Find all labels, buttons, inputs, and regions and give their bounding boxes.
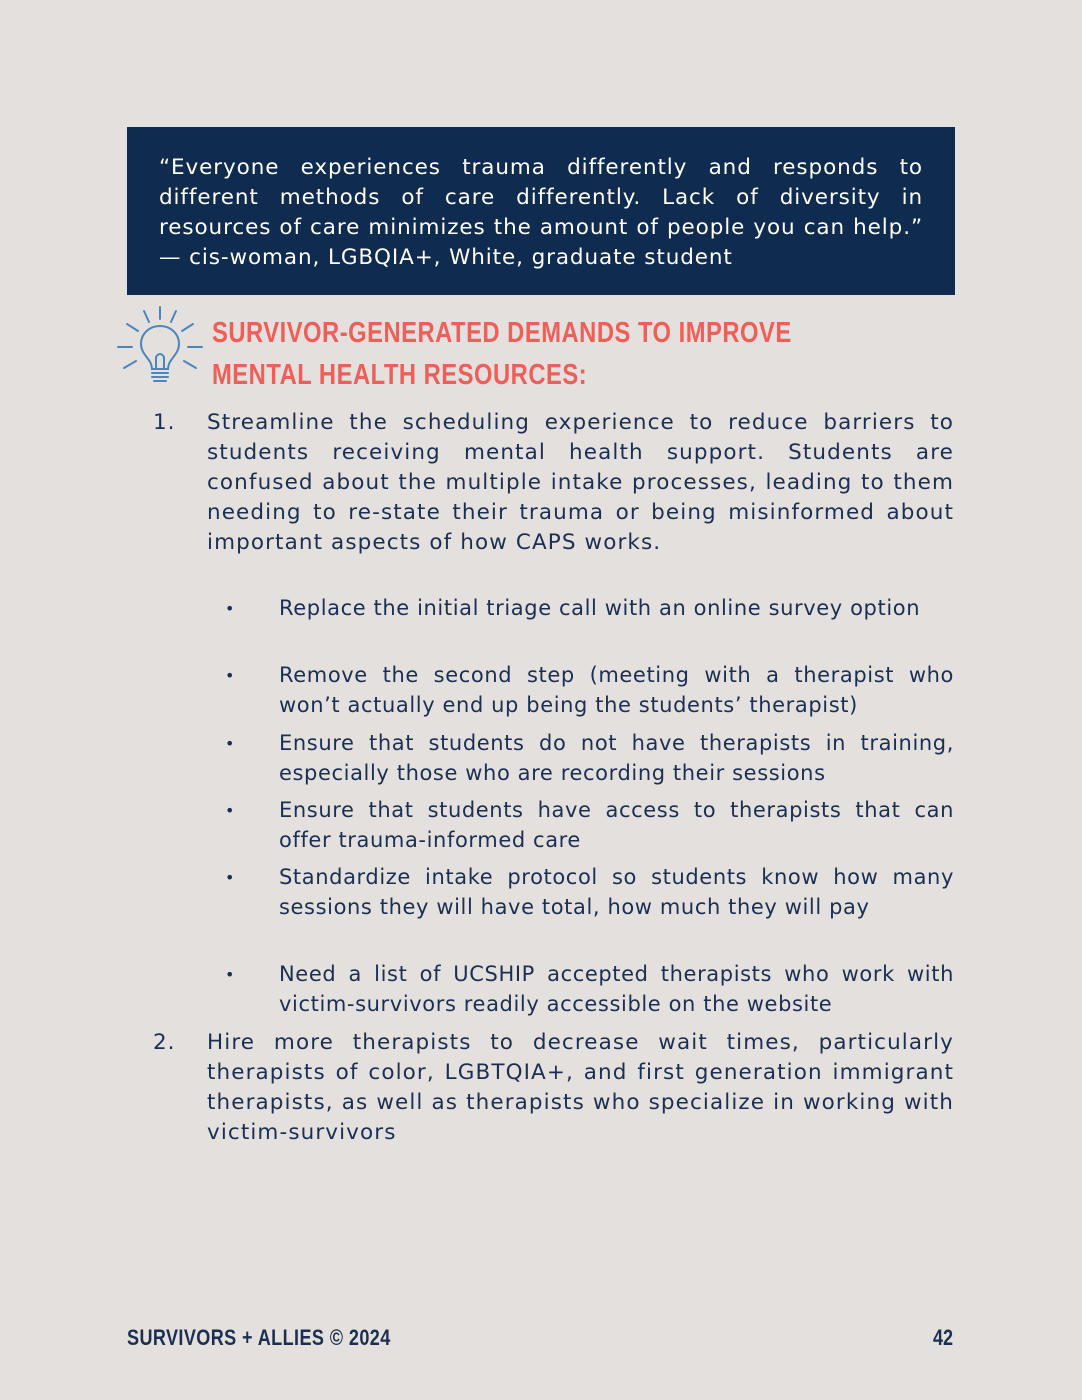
list-item — [207, 1028, 954, 1148]
section-heading: SURVIVOR-GENERATED DEMANDS TO IMPROVE MENTAL HEALTH RESOURCES: — [212, 317, 792, 391]
page-number: 42 — [933, 1325, 954, 1350]
list-item-text: Streamline the scheduling experience to reduce barriers to students receiving mental health support. Students are confused about the multiple intake processes, leading to them needing to re-state their trauma or being misinformed about important aspects of how CAPS works. — [207, 410, 954, 555]
bullet-icon: • — [225, 734, 235, 753]
bullet-icon: • — [225, 666, 235, 685]
bullet-item — [279, 594, 954, 624]
bullet-icon: • — [225, 868, 235, 887]
quote-text: “Everyone experiences trauma differently and responds to different methods of care differently. Lack of diversity in resources of care minimizes the amount of people you can help.” — cis-woman, LGBQIA+, White, graduate student — [159, 155, 923, 270]
lightbulb-icon — [114, 303, 206, 389]
bullet-text: Ensure that students have access to therapists that can offer trauma-informed care — [279, 798, 954, 852]
footer-copyright: SURVIVORS + ALLIES © 2024 — [127, 1325, 391, 1350]
list-item — [207, 408, 954, 558]
bullet-item — [279, 661, 954, 720]
bullet-text: Replace the initial triage call with an online survey option — [279, 596, 921, 620]
list-number: 2. — [153, 1030, 176, 1055]
bullet-item — [279, 863, 954, 922]
list-item-text: Hire more therapists to decrease wait times, particularly therapists of color, LGBTQIA+, and first generation immigrant therapists, as well as therapists who specialize in working with victim-survivors — [207, 1030, 954, 1145]
bullet-icon: • — [225, 801, 235, 820]
bullet-item — [279, 796, 954, 855]
bullet-text: Need a list of UCSHIP accepted therapists who work with victim-survivors readily accessible on the website — [279, 962, 954, 1016]
bullet-text: Standardize intake protocol so students know how many sessions they will have total, how much they will pay — [279, 865, 954, 919]
bullet-text: Ensure that students do not have therapists in training, especially those who are recording their sessions — [279, 731, 954, 785]
bullet-item — [279, 960, 954, 1019]
bullet-icon: • — [225, 599, 235, 618]
bullet-text: Remove the second step (meeting with a therapist who won’t actually end up being the students’ therapist) — [279, 663, 954, 717]
quote-box — [127, 127, 955, 295]
list-number: 1. — [153, 410, 176, 435]
bullet-icon: • — [225, 965, 235, 984]
bullet-item — [279, 729, 954, 788]
